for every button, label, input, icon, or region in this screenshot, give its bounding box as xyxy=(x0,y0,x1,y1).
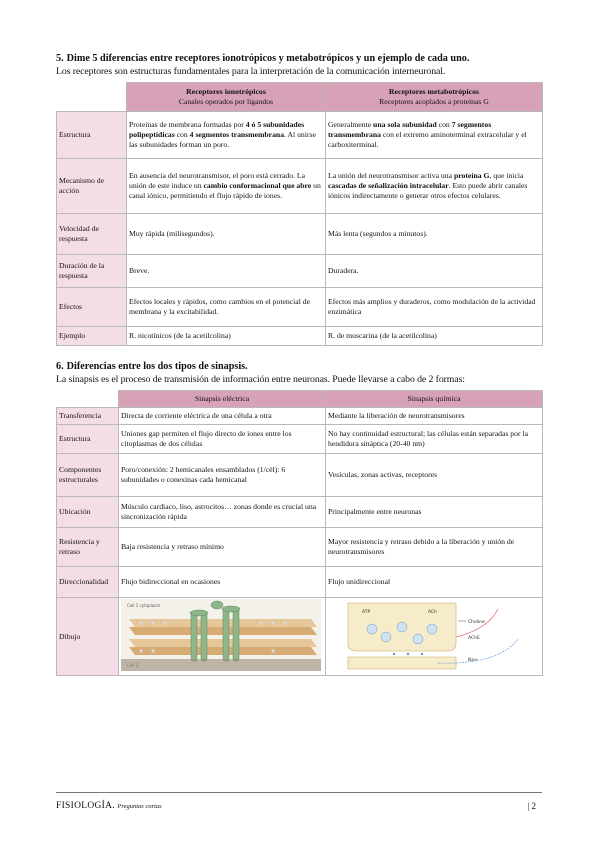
table-row xyxy=(57,567,543,598)
synapse-header-row xyxy=(57,391,543,408)
cell-electrical: Directa de corriente eléctrica de una célula a otra xyxy=(119,408,326,425)
table-row xyxy=(57,528,543,567)
row-label: Ejemplo xyxy=(57,327,127,346)
empty-corner xyxy=(57,391,119,408)
table-row xyxy=(57,454,543,497)
cell-metabotropic: Más lenta (segundos a minutos). xyxy=(326,214,543,255)
row-label: Dibujo xyxy=(57,598,119,676)
cell-ionotropic: Muy rápida (milisegundos). xyxy=(127,214,326,255)
row-label: Transferencia xyxy=(57,408,119,425)
svg-text:Cell 1 cytoplasm: Cell 1 cytoplasm xyxy=(127,603,161,608)
cell-electrical: Baja resistencia y retraso mínimo xyxy=(119,528,326,567)
table-row xyxy=(57,159,543,214)
header-ionotropic: Receptores ionotrópicos Canales operados por ligandos xyxy=(127,83,326,112)
cell-metabotropic: Duradera. xyxy=(326,255,543,288)
header-electrical: Sinapsis eléctrica xyxy=(119,391,326,408)
chemical-synapse-drawing xyxy=(326,598,543,676)
footer-brand: FISIOLOGÍA. xyxy=(56,801,115,811)
page-content xyxy=(56,52,542,676)
cell-metabotropic: R. de muscarina (de la acetilcolina) xyxy=(326,327,543,346)
cell-ionotropic: Efectos locales y rápidos, como cambios en el potencial de membrana y la excitabilidad. xyxy=(127,288,326,327)
table-row xyxy=(57,288,543,327)
row-label: Ubicación xyxy=(57,497,119,528)
row-label: Duración de la respuesta xyxy=(57,255,127,288)
cell-metabotropic: Efectos más amplios y duraderos, como modulación de la actividad enzimática xyxy=(326,288,543,327)
question-5-intro: Los receptores son estructuras fundamentales para la interpretación de la comunicación interneuronal. xyxy=(56,66,446,77)
receptors-table xyxy=(56,82,543,346)
cell-chemical: Mayor resistencia y retraso debido a la liberación y unión de neurotransmisores xyxy=(326,528,543,567)
cell-chemical: Vesículas, zonas activas, receptores xyxy=(326,454,543,497)
row-label: Direccionalidad xyxy=(57,567,119,598)
cell-ionotropic: Proteínas de membrana formadas por 4 ó 5 subunidades polipeptídicas con 4 segmentos transmembrana. Al unirse las subunidades forman un poro. xyxy=(127,112,326,159)
page-number: | 2 xyxy=(527,801,536,811)
table-row xyxy=(57,327,543,346)
empty-corner xyxy=(57,83,127,112)
question-6-title: 6. Diferencias entre los dos tipos de sinapsis. xyxy=(56,361,248,372)
synapse-table xyxy=(56,390,543,676)
cell-ionotropic: R. nicotínicos (de la acetilcolina) xyxy=(127,327,326,346)
svg-text:Na+: Na+ xyxy=(468,658,478,663)
cell-chemical: No hay continuidad estructural; las células están separadas por la hendidura sináptica (20-40 nm) xyxy=(326,425,543,454)
question-6-intro: La sinapsis es el proceso de transmisión de información entre neuronas. Puede llevarse a cabo de 2 formas: xyxy=(56,374,465,385)
drawing-row xyxy=(57,598,543,676)
header-chemical: Sinapsis química xyxy=(326,391,543,408)
row-label: Efectos xyxy=(57,288,127,327)
row-label: Mecanismo de acción xyxy=(57,159,127,214)
chemical-synapse-illustration xyxy=(328,599,542,671)
row-label: Estructura xyxy=(57,112,127,159)
row-label: Resistencia y retraso xyxy=(57,528,119,567)
table-row xyxy=(57,408,543,425)
table-row xyxy=(57,214,543,255)
table-row xyxy=(57,497,543,528)
svg-text:ACh: ACh xyxy=(428,610,437,615)
cell-electrical: Músculo cardiaco, liso, astrocitos… zonas donde es crucial una sincronización rápida xyxy=(119,497,326,528)
svg-text:ATP: ATP xyxy=(362,610,371,615)
header-metabotropic: Receptores metabotrópicos Receptores acoplados a proteínas G xyxy=(326,83,543,112)
receptors-header-row xyxy=(57,83,543,112)
question-6-section xyxy=(56,360,542,676)
question-5-title: 5. Dime 5 diferencias entre receptores ionotrópicos y metabotrópicos y un ejemplo de cada uno. xyxy=(56,53,470,64)
cell-ionotropic: Breve. xyxy=(127,255,326,288)
cell-metabotropic: La unión del neurotransmisor activa una proteína G, que inicia cascadas de señalización intracelular. Esto puede abrir canales iónicos indirectamente o generar otros efectos celulares. xyxy=(326,159,543,214)
cell-electrical: Flujo bidireccional en ocasiones xyxy=(119,567,326,598)
footer-subtitle: Preguntas cortas xyxy=(117,803,162,810)
cell-chemical: Flujo unidireccional xyxy=(326,567,543,598)
svg-text:AChE: AChE xyxy=(468,636,480,641)
cell-ionotropic: En ausencia del neurotransmisor, el poro está cerrado. La unión de este induce un cambio conformacional que abre un canal iónico, permitiendo el flujo rápido de iones. xyxy=(127,159,326,214)
row-label: Estructura xyxy=(57,425,119,454)
cell-metabotropic: Generalmente una sola subunidad con 7 segmentos transmembrana con el extremo aminoterminal extracelular y el carboxiterminal. xyxy=(326,112,543,159)
svg-text:Choline: Choline xyxy=(468,620,485,625)
row-label: Velocidad de respuesta xyxy=(57,214,127,255)
electrical-synapse-drawing xyxy=(119,598,326,676)
gap-junction-illustration xyxy=(121,599,321,671)
cell-electrical: Uniones gap permiten el flujo directo de iones entre los citoplasmas de dos células xyxy=(119,425,326,454)
table-row xyxy=(57,425,543,454)
page-footer xyxy=(56,792,542,811)
cell-electrical: Poro/conexión: 2 hemicanales ensamblados (1/cél): 6 subunidades o conexinas cada hemicanal xyxy=(119,454,326,497)
row-label: Componentes estructurales xyxy=(57,454,119,497)
cell-chemical: Mediante la liberación de neurotransmisores xyxy=(326,408,543,425)
table-row xyxy=(57,255,543,288)
cell-chemical: Principalmente entre neuronas xyxy=(326,497,543,528)
table-row xyxy=(57,112,543,159)
